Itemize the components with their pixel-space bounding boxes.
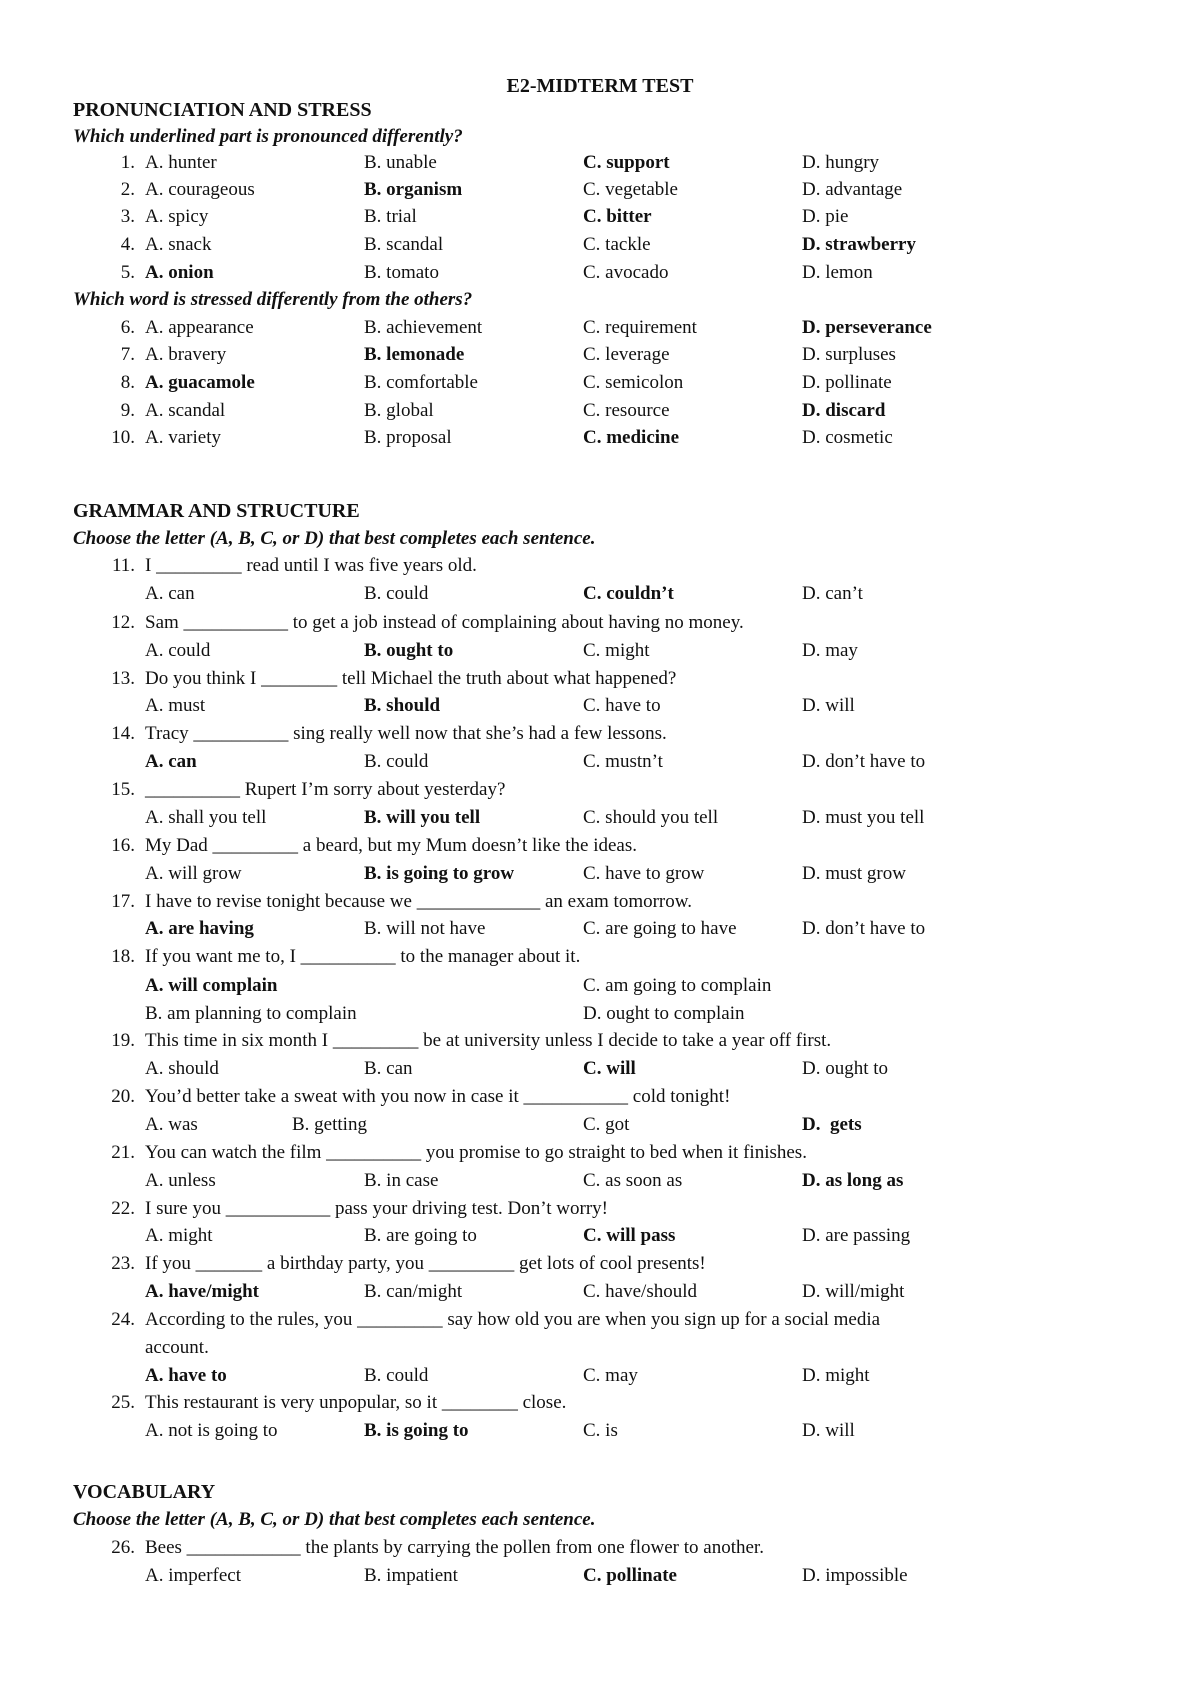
question-stem-row — [0, 609, 1200, 637]
options-row — [0, 1055, 1200, 1083]
option-d: D. must you tell — [802, 807, 925, 828]
instruction-vocabulary: Choose the letter (A, B, C, or D) that best completes each sentence. — [73, 1509, 596, 1530]
option-b: B. could — [364, 583, 429, 604]
option-c-answer: C. medicine — [583, 427, 680, 448]
option-a: A. hunter — [145, 152, 217, 173]
option-c: C. requirement — [583, 317, 697, 338]
option-b: B. can/might — [364, 1281, 463, 1302]
option-b: B. scandal — [364, 234, 444, 255]
options-row — [0, 804, 1200, 832]
question-stem-row — [0, 943, 1200, 971]
option-c: C. should you tell — [583, 807, 719, 828]
option-a: A. could — [145, 640, 211, 661]
option-b: B. can — [364, 1058, 413, 1079]
question-number: 4. — [120, 234, 135, 255]
option-a-answer: A. are having — [145, 918, 254, 939]
instruction-stress: Which word is stressed differently from the others? — [73, 289, 473, 310]
question-stem: I have to revise tonight because we _____________ an exam tomorrow. — [145, 891, 692, 912]
option-a: A. spicy — [145, 206, 209, 227]
option-d: D. will — [802, 1420, 855, 1441]
question-row — [0, 231, 1200, 259]
question-stem-row — [0, 552, 1200, 580]
question-stem: I sure you ___________ pass your driving test. Don’t worry! — [145, 1198, 608, 1219]
option-c: C. vegetable — [583, 179, 678, 200]
question-stem: Bees ____________ the plants by carrying the pollen from one flower to another. — [145, 1537, 764, 1558]
question-number: 25. — [111, 1392, 135, 1413]
option-a: A. was — [145, 1114, 198, 1135]
option-d-answer: D. strawberry — [802, 234, 916, 255]
question-stem-continuation — [0, 1334, 1200, 1362]
option-a: A. should — [145, 1058, 219, 1079]
question-stem: Sam ___________ to get a job instead of complaining about having no money. — [145, 612, 744, 633]
option-c: C. avocado — [583, 262, 669, 283]
option-d: D. are passing — [802, 1225, 911, 1246]
question-number: 5. — [120, 262, 135, 283]
option-c: C. have/should — [583, 1281, 697, 1302]
question-number: 3. — [120, 206, 135, 227]
question-stem: You’d better take a sweat with you now in case it ___________ cold tonight! — [145, 1086, 731, 1107]
option-b: B. will not have — [364, 918, 486, 939]
option-c: C. have to grow — [583, 863, 705, 884]
options-row — [0, 1278, 1200, 1306]
option-b: B. getting — [292, 1114, 367, 1135]
section-heading-vocabulary: VOCABULARY — [73, 1481, 216, 1503]
question-number: 20. — [111, 1086, 135, 1107]
option-d-answer: D. perseverance — [802, 317, 932, 338]
option-b-answer: B. is going to grow — [364, 863, 515, 884]
question-stem-row — [0, 720, 1200, 748]
option-c: C. is — [583, 1420, 618, 1441]
option-d: D. might — [802, 1365, 870, 1386]
question-row — [0, 176, 1200, 204]
question-stem-row — [0, 832, 1200, 860]
option-b: B. in case — [364, 1170, 439, 1191]
question-stem: This restaurant is very unpopular, so it ________ close. — [145, 1392, 567, 1413]
section-heading-grammar: GRAMMAR AND STRUCTURE — [73, 500, 360, 522]
question-row — [0, 369, 1200, 397]
question-stem: My Dad _________ a beard, but my Mum doesn’t like the ideas. — [145, 835, 637, 856]
options-row — [0, 748, 1200, 776]
option-a-answer: A. onion — [145, 262, 214, 283]
option-b: B. trial — [364, 206, 417, 227]
option-d: D. must grow — [802, 863, 906, 884]
option-d: D. may — [802, 640, 858, 661]
instruction-underlined: Which underlined part is pronounced differently? — [73, 126, 463, 147]
options-row — [0, 860, 1200, 888]
question-stem: This time in six month I _________ be at university unless I decide to take a year off first. — [145, 1030, 832, 1051]
question-stem-row — [0, 1389, 1200, 1417]
question-stem-row — [0, 1139, 1200, 1167]
option-b: B. proposal — [364, 427, 452, 448]
option-b: B. global — [364, 400, 434, 421]
question-row — [0, 149, 1200, 177]
option-b-answer: B. will you tell — [364, 807, 481, 828]
options-row — [0, 1562, 1200, 1590]
option-d: D. pie — [802, 206, 849, 227]
option-b-answer: B. ought to — [364, 640, 454, 661]
option-d: D. pollinate — [802, 372, 892, 393]
option-d: D. surpluses — [802, 344, 896, 365]
options-row — [0, 972, 1200, 1000]
option-c: C. got — [583, 1114, 630, 1135]
options-row — [0, 1362, 1200, 1390]
question-number: 26. — [111, 1537, 135, 1558]
question-stem-row — [0, 1306, 1200, 1334]
question-number: 14. — [111, 723, 135, 744]
question-stem: Do you think I ________ tell Michael the truth about what happened? — [145, 668, 677, 689]
option-b: B. am planning to complain — [145, 1003, 357, 1024]
options-row — [0, 1222, 1200, 1250]
question-row — [0, 314, 1200, 342]
options-row — [0, 1417, 1200, 1445]
options-row — [0, 1000, 1200, 1028]
option-d-answer: D. as long as — [802, 1170, 904, 1191]
option-a: A. unless — [145, 1170, 216, 1191]
option-b: B. unable — [364, 152, 437, 173]
option-d-answer: D. discard — [802, 400, 886, 421]
option-a: A. appearance — [145, 317, 254, 338]
option-a: A. variety — [145, 427, 221, 448]
option-a-answer: A. can — [145, 751, 197, 772]
question-number: 6. — [120, 317, 135, 338]
question-number: 18. — [111, 946, 135, 967]
question-stem: If you want me to, I __________ to the manager about it. — [145, 946, 581, 967]
option-c: C. tackle — [583, 234, 651, 255]
question-stem: You can watch the film __________ you promise to go straight to bed when it finishes. — [145, 1142, 807, 1163]
question-number: 7. — [120, 344, 135, 365]
option-a: A. courageous — [145, 179, 255, 200]
option-c: C. semicolon — [583, 372, 684, 393]
section-heading-pronunciation: PRONUNCIATION AND STRESS — [73, 99, 372, 121]
option-a-answer: A. have to — [145, 1365, 227, 1386]
option-a: A. will grow — [145, 863, 242, 884]
option-d: D. will/might — [802, 1281, 905, 1302]
question-number: 21. — [111, 1142, 135, 1163]
option-b: B. comfortable — [364, 372, 478, 393]
question-number: 10. — [111, 427, 135, 448]
question-stem: __________ Rupert I’m sorry about yesterday? — [145, 779, 506, 800]
option-d: D. impossible — [802, 1565, 908, 1586]
options-row — [0, 1167, 1200, 1195]
question-stem: Tracy __________ sing really well now that she’s had a few lessons. — [145, 723, 667, 744]
question-stem-row — [0, 1250, 1200, 1278]
option-d: D. cosmetic — [802, 427, 893, 448]
option-b: B. tomato — [364, 262, 439, 283]
question-number: 1. — [120, 152, 135, 173]
question-stem-row — [0, 665, 1200, 693]
option-a: A. imperfect — [145, 1565, 242, 1586]
option-a: A. bravery — [145, 344, 227, 365]
question-stem: According to the rules, you _________ say how old you are when you sign up for a social media — [145, 1309, 881, 1330]
option-c: C. as soon as — [583, 1170, 683, 1191]
question-stem-row — [0, 1083, 1200, 1111]
question-stem-row — [0, 1195, 1200, 1223]
option-c-answer: C. bitter — [583, 206, 652, 227]
option-d: D. don’t have to — [802, 918, 926, 939]
option-c-answer: C. pollinate — [583, 1565, 677, 1586]
option-a: A. shall you tell — [145, 807, 267, 828]
option-c-answer: C. couldn’t — [583, 583, 674, 604]
option-b: B. impatient — [364, 1565, 458, 1586]
question-stem-row — [0, 1027, 1200, 1055]
option-a-answer: A. guacamole — [145, 372, 255, 393]
option-c: C. leverage — [583, 344, 670, 365]
option-a: A. snack — [145, 234, 212, 255]
question-row — [0, 259, 1200, 287]
option-d: D. hungry — [802, 152, 880, 173]
option-b: B. are going to — [364, 1225, 477, 1246]
option-d: D. lemon — [802, 262, 873, 283]
options-row — [0, 915, 1200, 943]
question-stem-row — [0, 776, 1200, 804]
option-d-answer: D. gets — [802, 1114, 862, 1135]
option-d: D. advantage — [802, 179, 903, 200]
option-d: D. can’t — [802, 583, 863, 604]
option-a-answer: A. have/might — [145, 1281, 259, 1302]
question-number: 15. — [111, 779, 135, 800]
options-row — [0, 637, 1200, 665]
option-b: B. could — [364, 1365, 429, 1386]
option-a: A. not is going to — [145, 1420, 278, 1441]
option-a: A. scandal — [145, 400, 226, 421]
option-b: B. achievement — [364, 317, 483, 338]
option-c-answer: C. will — [583, 1058, 636, 1079]
options-row — [0, 580, 1200, 608]
question-number: 11. — [111, 555, 135, 576]
option-b: B. could — [364, 751, 429, 772]
instruction-grammar: Choose the letter (A, B, C, or D) that best completes each sentence. — [73, 528, 596, 549]
question-stem: I _________ read until I was five years old. — [145, 555, 477, 576]
question-number: 2. — [120, 179, 135, 200]
question-number: 17. — [111, 891, 135, 912]
question-number: 24. — [111, 1309, 135, 1330]
option-c: C. are going to have — [583, 918, 737, 939]
option-a: A. must — [145, 695, 206, 716]
option-c-answer: C. will pass — [583, 1225, 676, 1246]
option-d: D. don’t have to — [802, 751, 926, 772]
question-number: 12. — [111, 612, 135, 633]
question-stem: If you _______ a birthday party, you _________ get lots of cool presents! — [145, 1253, 706, 1274]
options-row — [0, 692, 1200, 720]
question-number: 23. — [111, 1253, 135, 1274]
option-a: A. might — [145, 1225, 213, 1246]
question-number: 16. — [111, 835, 135, 856]
question-number: 22. — [111, 1198, 135, 1219]
option-a-answer: A. will complain — [145, 975, 278, 996]
option-d: D. ought to complain — [583, 1003, 745, 1024]
question-number: 8. — [120, 372, 135, 393]
question-row — [0, 203, 1200, 231]
option-b-answer: B. is going to — [364, 1420, 469, 1441]
option-c: C. am going to complain — [583, 975, 772, 996]
option-c: C. mustn’t — [583, 751, 663, 772]
question-number: 19. — [111, 1030, 135, 1051]
question-row — [0, 397, 1200, 425]
question-row — [0, 424, 1200, 452]
test-title: E2-MIDTERM TEST — [506, 75, 694, 97]
option-c: C. might — [583, 640, 650, 661]
option-b-answer: B. lemonade — [364, 344, 465, 365]
question-stem-row — [0, 1534, 1200, 1562]
question-number: 13. — [111, 668, 135, 689]
option-c-answer: C. support — [583, 152, 670, 173]
option-c: C. have to — [583, 695, 661, 716]
question-stem-row — [0, 888, 1200, 916]
option-b-answer: B. organism — [364, 179, 463, 200]
option-a: A. can — [145, 583, 195, 604]
question-number: 9. — [120, 400, 135, 421]
option-c: C. resource — [583, 400, 670, 421]
question-row — [0, 341, 1200, 369]
option-d: D. ought to — [802, 1058, 889, 1079]
option-d: D. will — [802, 695, 855, 716]
option-b-answer: B. should — [364, 695, 441, 716]
option-c: C. may — [583, 1365, 638, 1386]
question-stem-line2: account. — [145, 1337, 209, 1358]
options-row — [0, 1111, 1200, 1139]
